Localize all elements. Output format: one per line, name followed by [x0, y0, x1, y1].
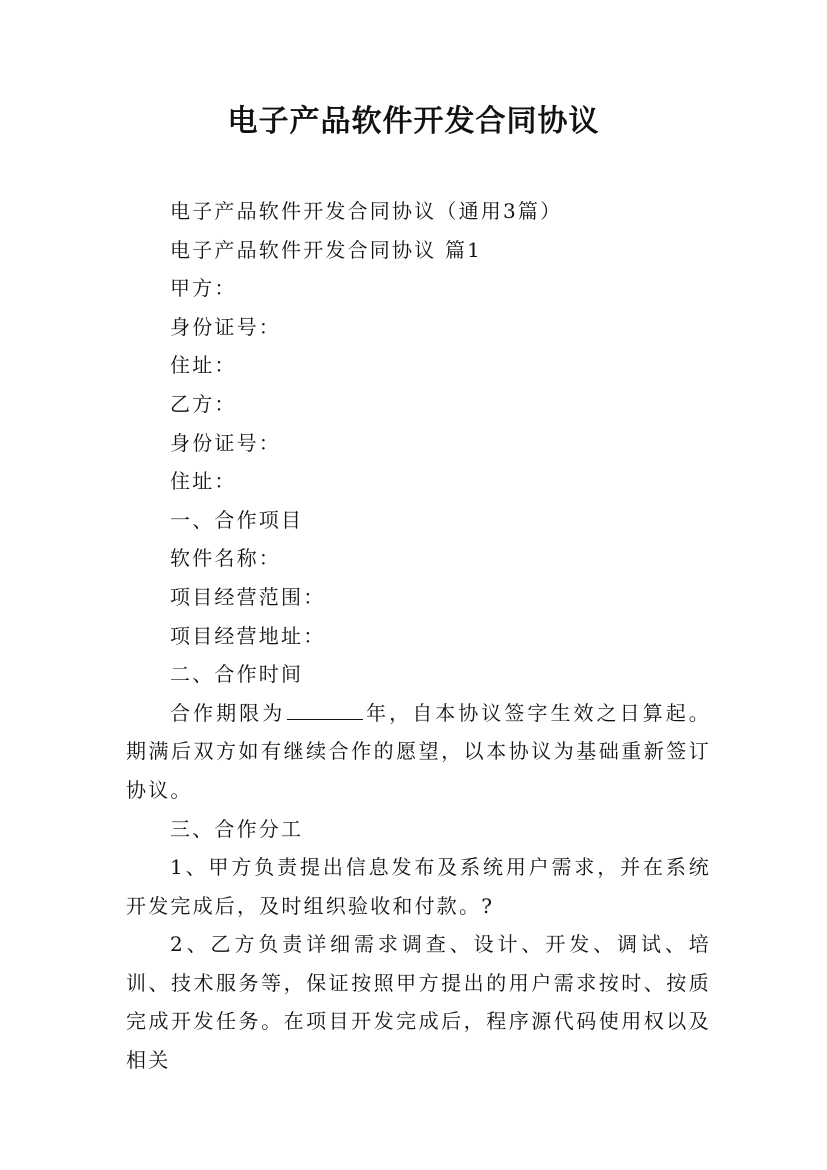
document-title: 电子产品软件开发合同协议 — [227, 104, 600, 139]
section-heading: 电子产品软件开发合同协议 篇1 — [170, 237, 483, 262]
heading-cooperation-project: 一、合作项目 — [170, 507, 304, 532]
party-b-id-label: 身份证号： — [170, 430, 281, 455]
heading-cooperation-time: 二、合作时间 — [170, 662, 304, 687]
clause-2-paragraph: 2、乙方负责详细需求调查、设计、开发、调试、培训、技术服务等，保证按照甲方提出的用户需求按时、按质完成开发任务。在项目开发完成后，程序源代码使用权以及相关 — [126, 932, 711, 1073]
term-paragraph — [126, 694, 711, 810]
party-b-label: 乙方： — [170, 391, 237, 416]
project-scope-label: 项目经营范围： — [170, 584, 326, 609]
project-address-label: 项目经营地址： — [170, 623, 326, 648]
party-b-address-label: 住址： — [170, 469, 237, 494]
term-text-before: 合作期限为 — [170, 700, 286, 725]
party-a-address-label: 住址： — [170, 353, 237, 378]
software-name-label: 软件名称： — [170, 546, 281, 571]
document-body — [126, 192, 711, 1080]
term-years-blank — [287, 697, 363, 720]
term-text-after: 年，自本协议签字生效之日算起。期满后双方如有继续合作的愿望，以本协议为基础重新签订协议。 — [126, 700, 711, 802]
clause-1-paragraph: 1、甲方负责提出信息发布及系统用户需求，并在系统开发完成后，及时组织验收和付款。? — [126, 855, 711, 918]
heading-cooperation-division: 三、合作分工 — [170, 816, 304, 841]
document-subtitle: 电子产品软件开发合同协议（通用3篇） — [170, 199, 563, 223]
party-a-label: 甲方： — [170, 276, 237, 301]
party-a-id-label: 身份证号： — [170, 314, 281, 339]
